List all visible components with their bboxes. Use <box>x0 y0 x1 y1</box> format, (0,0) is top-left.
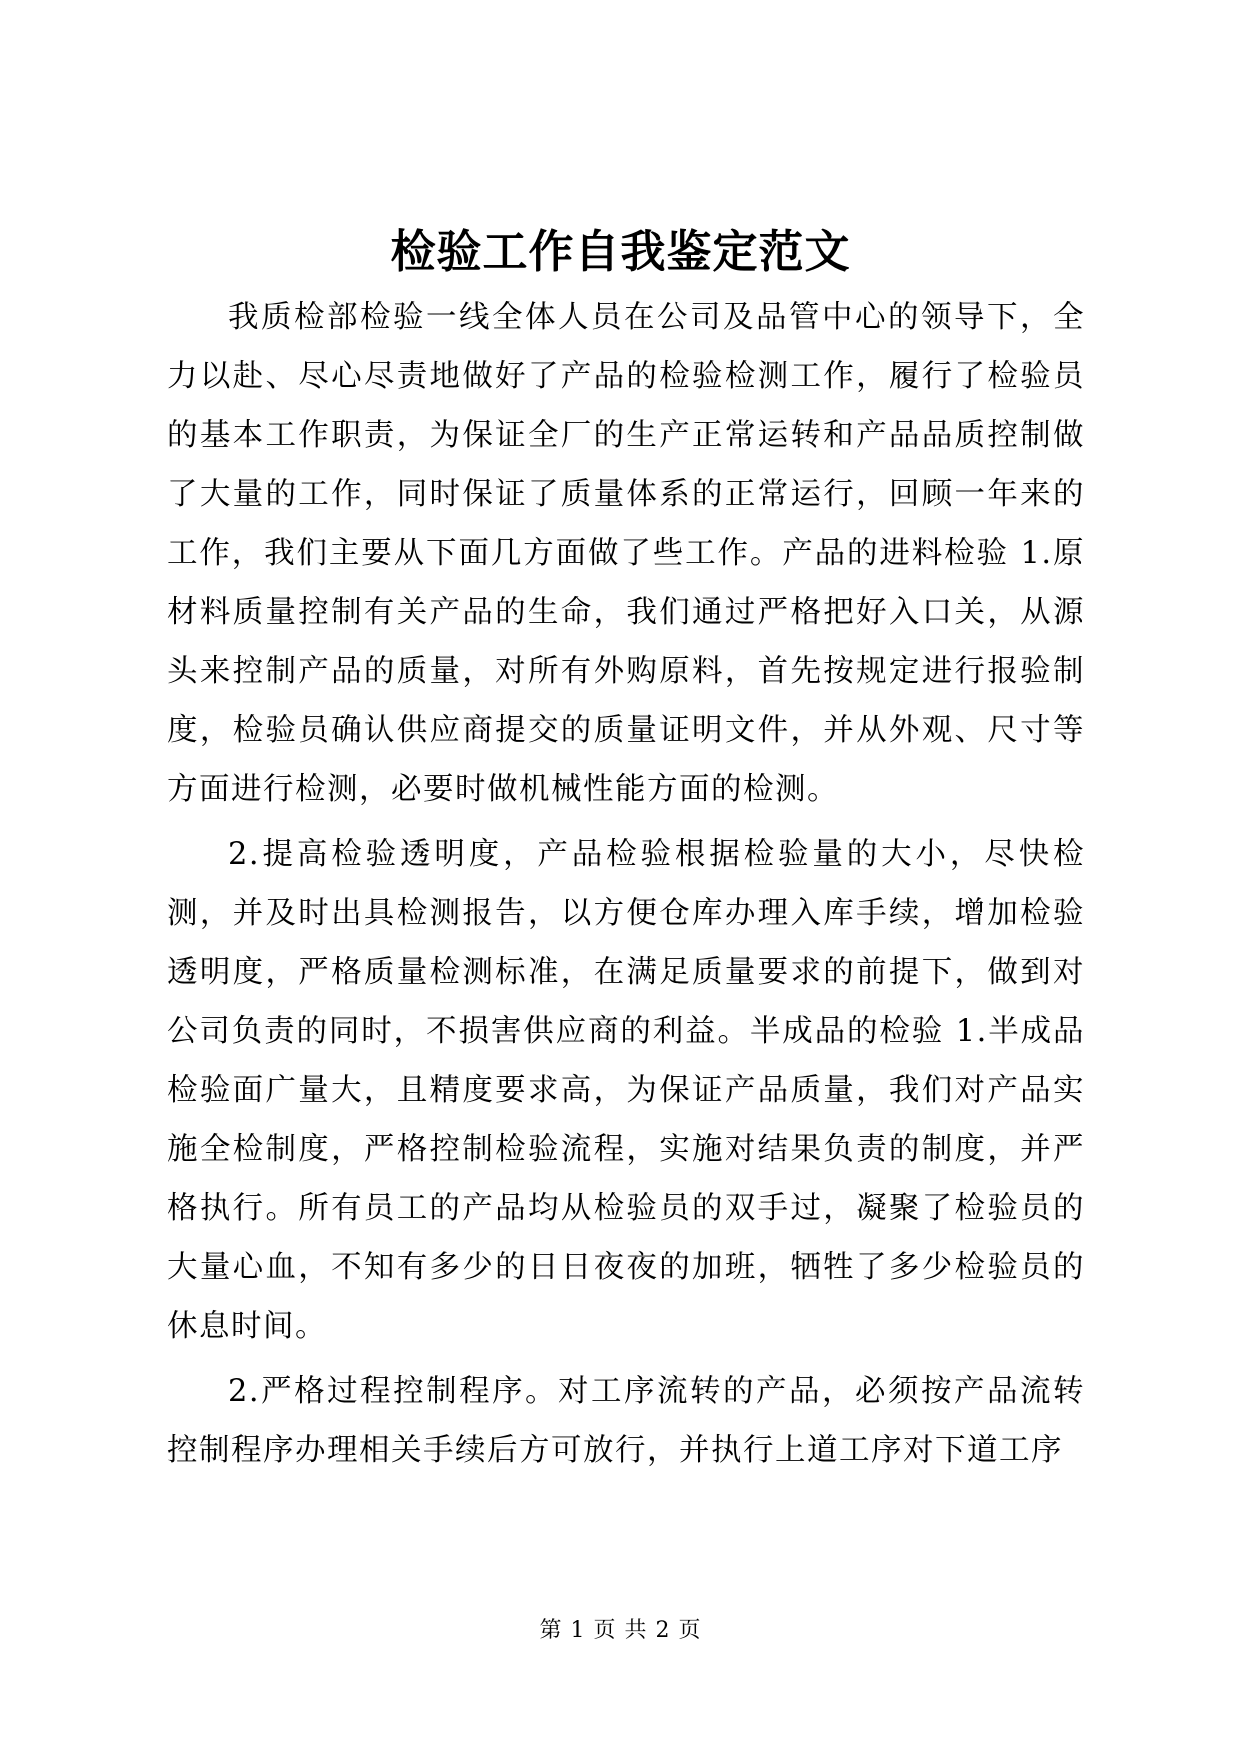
paragraph-1: 我质检部检验一线全体人员在公司及品管中心的领导下，全力以赴、尽心尽责地做好了产品的检验检测工作，履行了检验员的基本工作职责，为保证全厂的生产正常运转和产品品质控制做了大量的工作，同时保证了质量体系的正常运行，回顾一年来的工作，我们主要从下面几方面做了些工作。产品的进料检验 1.原材料质量控制有关产品的生命，我们通过严格把好入口关，从源头来控制产品的质量，对所有外购原料，首先按规定进行报验制度，检验员确认供应商提交的质量证明文件，并从外观、尺寸等方面进行检测，必要时做机械性能方面的检测。 <box>167 300 1085 807</box>
paragraph-3: 2.严格过程控制程序。对工序流转的产品，必须按产品流转控制程序办理相关手续后方可放行，并执行上道工序对下道工序 <box>167 1374 1085 1468</box>
paragraph-2: 2.提高检验透明度，产品检验根据检验量的大小，尽快检测，并及时出具检测报告，以方便仓库办理入库手续，增加检验透明度，严格质量检测标准，在满足质量要求的前提下，做到对公司负责的同时，不损害供应商的利益。半成品的检验 1.半成品检验面广量大，且精度要求高，为保证产品质量，我们对产品实施全检制度，严格控制检验流程，实施对结果负责的制度，并严格执行。所有员工的产品均从检验员的双手过，凝聚了检验员的大量心血，不知有多少的日日夜夜的加班，牺牲了多少检验员的休息时间。 <box>167 837 1085 1344</box>
page-number-footer: 第 1 页 共 2 页 <box>539 1618 702 1643</box>
document-body <box>167 288 1085 1486</box>
document-title: 检验工作自我鉴定范文 <box>390 225 851 278</box>
